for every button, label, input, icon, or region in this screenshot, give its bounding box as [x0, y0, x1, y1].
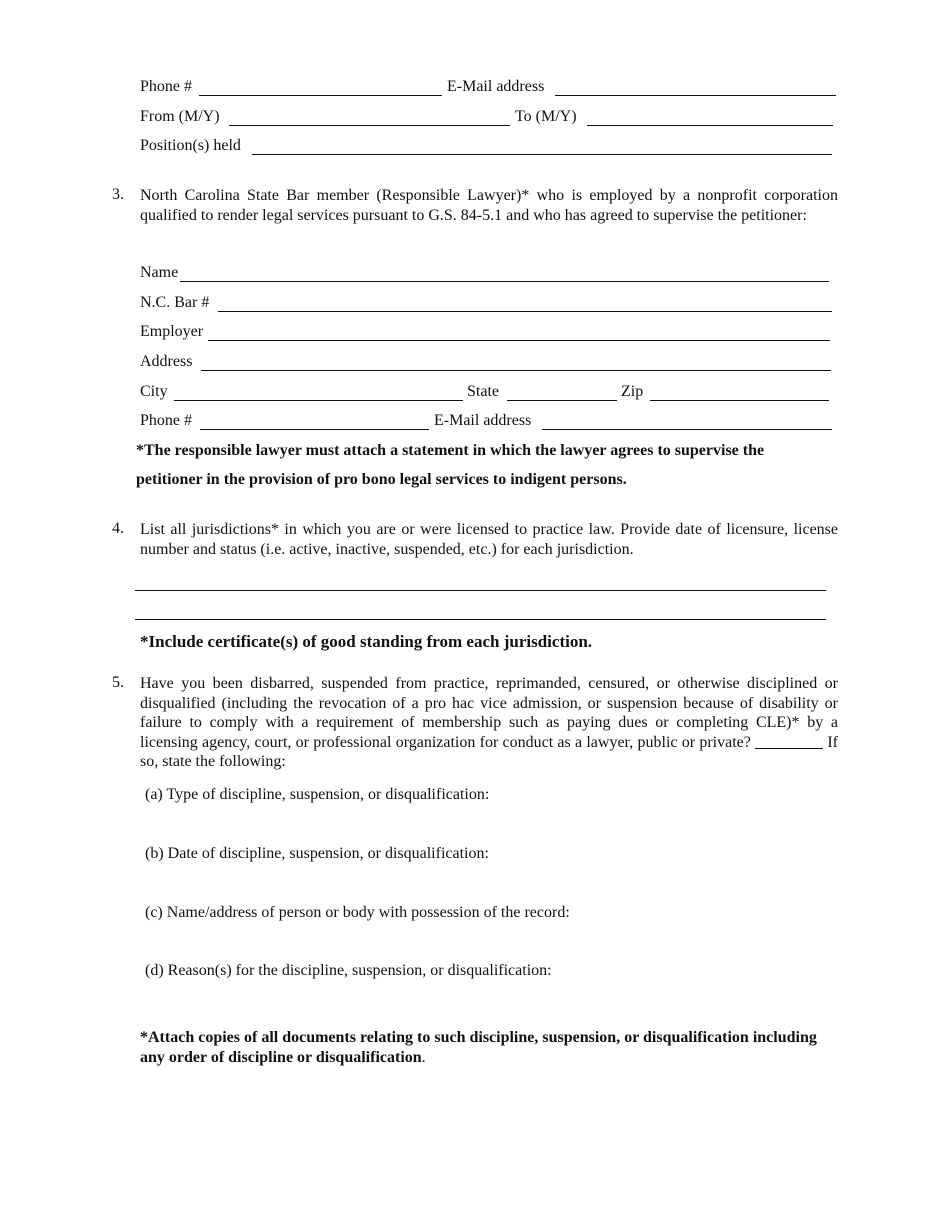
rl-email-field[interactable]	[542, 429, 832, 430]
rl-zip-label: Zip	[621, 383, 644, 400]
item4-note: *Include certificate(s) of good standing from each jurisdiction.	[140, 632, 593, 651]
item5-text-main: Have you been disbarred, suspended from practice, reprimanded, censured, or otherwise disciplined or disqualified (including the revocation of a pro hac vice admission, or suspension because of disability or failure to comply with a requirement of membership such as paying dues or completing CLE)* by a licensing agency, court, or professional organization for conduct as a lawyer, public or private?	[140, 675, 838, 751]
item4-number: 4.	[112, 520, 124, 537]
item5-text-after: If so, state the following:	[140, 733, 838, 770]
rl-zip-field[interactable]	[650, 400, 829, 401]
item5-note-bold: *Attach copies of all documents relating to such discipline, suspension, or disqualification including any order of discipline or disqualification	[140, 1029, 817, 1066]
rl-phone-field[interactable]	[200, 429, 429, 430]
item5-number: 5.	[112, 674, 124, 691]
rl-city-label: City	[140, 383, 168, 400]
item3-text: North Carolina State Bar member (Responsible Lawyer)* who is employed by a nonprofit corporation qualified to render legal services pursuant to G.S. 84-5.1 and who has agreed to supervise the petitioner:	[140, 187, 838, 224]
rl-state-label: State	[467, 383, 499, 400]
jurisdictions-line-1[interactable]	[135, 590, 826, 591]
rl-phone-label: Phone #	[140, 412, 192, 429]
rl-city-field[interactable]	[174, 400, 463, 401]
item5-note	[140, 1028, 820, 1067]
rl-employer-field[interactable]	[208, 340, 830, 341]
rl-name-label: Name	[140, 264, 179, 281]
rl-name-field[interactable]	[180, 281, 829, 282]
item5-sub-d: (d) Reason(s) for the discipline, suspension, or disqualification:	[145, 962, 552, 979]
phone-field[interactable]	[199, 95, 442, 96]
rl-address-label: Address	[140, 353, 193, 370]
rl-email-label: E-Mail address	[434, 412, 532, 429]
rl-bar-field[interactable]	[218, 311, 832, 312]
item5-text	[140, 674, 838, 772]
item3-note-line2: petitioner in the provision of pro bono legal services to indigent persons.	[136, 471, 627, 488]
item5-sub-b: (b) Date of discipline, suspension, or disqualification:	[145, 845, 489, 862]
positions-field[interactable]	[252, 154, 832, 155]
rl-employer-label: Employer	[140, 323, 204, 340]
rl-address-field[interactable]	[201, 370, 831, 371]
item3-number: 3.	[112, 186, 124, 203]
to-label: To (M/Y)	[515, 108, 577, 125]
item3-note-line1: *The responsible lawyer must attach a statement in which the lawyer agrees to supervise the	[136, 442, 765, 459]
item5-sub-c: (c) Name/address of person or body with possession of the record:	[145, 904, 570, 921]
item5-answer-field[interactable]	[755, 734, 823, 749]
rl-state-field[interactable]	[507, 400, 617, 401]
item5-note-end: .	[421, 1048, 426, 1066]
item4-text: List all jurisdictions* in which you are or were licensed to practice law. Provide date of licensure, license number and status (i.e. active, inactive, suspended, etc.) for each jurisdiction.	[140, 521, 838, 558]
item5-sub-a: (a) Type of discipline, suspension, or disqualification:	[145, 786, 490, 803]
email-label: E-Mail address	[447, 78, 545, 95]
positions-label: Position(s) held	[140, 137, 241, 154]
phone-label: Phone #	[140, 78, 192, 95]
from-label: From (M/Y)	[140, 108, 220, 125]
to-field[interactable]	[587, 125, 833, 126]
jurisdictions-line-2[interactable]	[135, 619, 826, 620]
from-field[interactable]	[229, 125, 510, 126]
rl-bar-label: N.C. Bar #	[140, 294, 210, 311]
email-field[interactable]	[555, 95, 836, 96]
